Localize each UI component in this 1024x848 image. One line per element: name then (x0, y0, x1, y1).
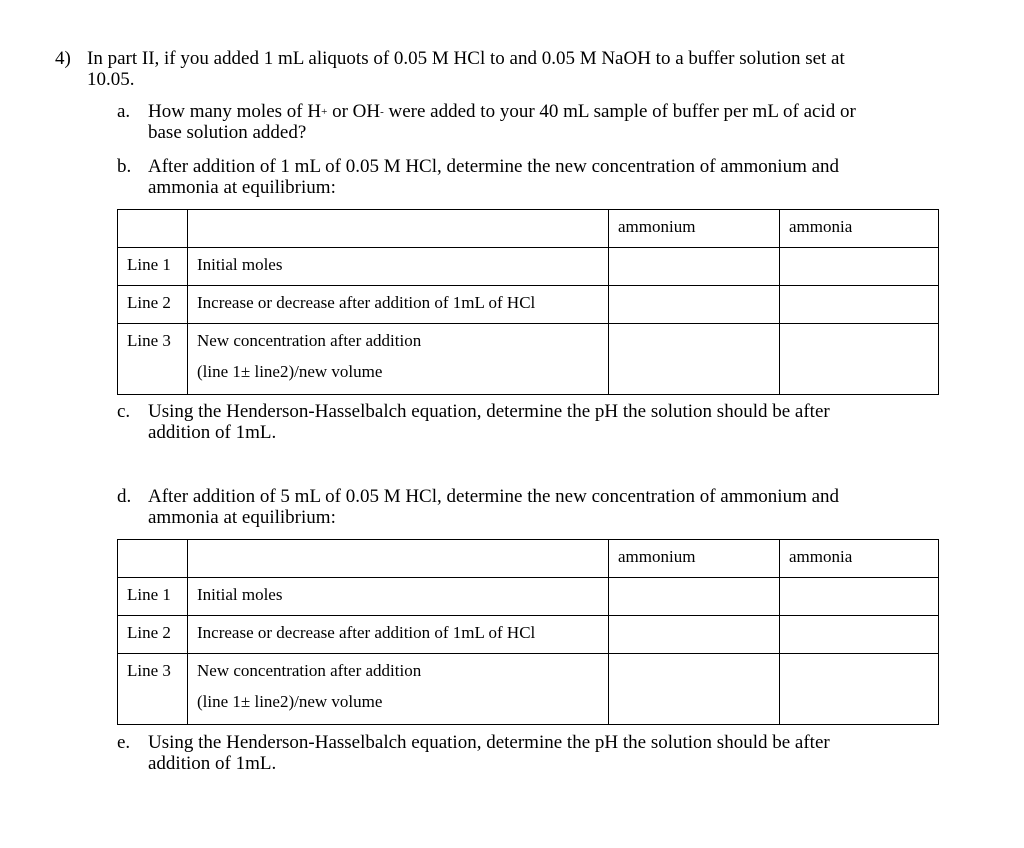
row-line-label: Line 2 (118, 286, 188, 324)
part-e (117, 732, 967, 774)
table-row (118, 324, 939, 395)
part-b (117, 156, 967, 198)
table-1-col-ammonia: ammonia (780, 210, 939, 248)
table-row (118, 286, 939, 324)
row-description (188, 324, 609, 395)
part-b-letter: b. (117, 156, 132, 177)
row-description-line2: (line 1± line2)/new volume (197, 362, 383, 381)
ammonia-answer-cell[interactable] (780, 248, 939, 286)
ammonium-answer-cell[interactable] (609, 324, 780, 395)
ammonia-answer-cell[interactable] (780, 654, 939, 725)
table-2-col-ammonia: ammonia (780, 540, 939, 578)
table-2-corner-cell (118, 540, 188, 578)
row-description: Increase or decrease after addition of 1mL of HCl (188, 286, 609, 324)
table-2-header-row (118, 540, 939, 578)
ammonium-answer-cell[interactable] (609, 654, 780, 725)
ammonia-answer-cell[interactable] (780, 616, 939, 654)
ammonia-answer-cell[interactable] (780, 578, 939, 616)
part-d-line1: After addition of 5 mL of 0.05 M HCl, determine the new concentration of ammonium and (148, 486, 840, 507)
part-a-letter: a. (117, 101, 131, 122)
part-c-line2: addition of 1mL. (148, 422, 277, 443)
table-row (118, 248, 939, 286)
part-e-line1: Using the Henderson-Hasselbalch equation, determine the pH the solution should be after (148, 732, 830, 753)
row-description: Increase or decrease after addition of 1mL of HCl (188, 616, 609, 654)
row-line-label: Line 1 (118, 578, 188, 616)
table-1-corner-cell (118, 210, 188, 248)
row-description-line2: (line 1± line2)/new volume (197, 692, 383, 711)
ammonia-answer-cell[interactable] (780, 324, 939, 395)
row-description: Initial moles (188, 248, 609, 286)
row-line-label: Line 1 (118, 248, 188, 286)
question-number: 4) (55, 48, 71, 69)
part-c (117, 401, 967, 443)
table-1-header-row (118, 210, 939, 248)
part-b-line2: ammonia at equilibrium: (148, 177, 336, 198)
part-a-line2: base solution added? (148, 122, 307, 143)
part-a (117, 101, 967, 143)
table-row (118, 654, 939, 725)
ammonium-answer-cell[interactable] (609, 578, 780, 616)
ammonium-answer-cell[interactable] (609, 286, 780, 324)
part-e-letter: e. (117, 732, 131, 753)
table-1-col-ammonium: ammonium (609, 210, 780, 248)
table-2 (117, 539, 939, 725)
part-d (117, 486, 967, 528)
row-line-label: Line 3 (118, 324, 188, 395)
question-text-line1: In part II, if you added 1 mL aliquots of 0.05 M HCl to and 0.05 M NaOH to a buffer solution set at (87, 48, 845, 69)
row-description-line1: New concentration after addition (197, 661, 422, 680)
ammonia-answer-cell[interactable] (780, 286, 939, 324)
table-2-col-ammonium: ammonium (609, 540, 780, 578)
question-text (87, 48, 967, 90)
row-description (188, 654, 609, 725)
row-description: Initial moles (188, 578, 609, 616)
ammonium-answer-cell[interactable] (609, 248, 780, 286)
row-description-line1: New concentration after addition (197, 331, 422, 350)
question-text-line2: 10.05. (87, 69, 135, 90)
table-row (118, 578, 939, 616)
table-1 (117, 209, 939, 395)
part-d-letter: d. (117, 486, 132, 507)
part-a-line1: How many moles of H+ or OH- were added to your 40 mL sample of buffer per mL of acid or (148, 101, 856, 122)
part-c-line1: Using the Henderson-Hasselbalch equation, determine the pH the solution should be after (148, 401, 830, 422)
part-e-line2: addition of 1mL. (148, 753, 277, 774)
table-2-blank-header (188, 540, 609, 578)
part-b-line1: After addition of 1 mL of 0.05 M HCl, determine the new concentration of ammonium and (148, 156, 840, 177)
table-row (118, 616, 939, 654)
table-1-blank-header (188, 210, 609, 248)
row-line-label: Line 2 (118, 616, 188, 654)
ammonium-answer-cell[interactable] (609, 616, 780, 654)
part-d-line2: ammonia at equilibrium: (148, 507, 336, 528)
part-c-letter: c. (117, 401, 131, 422)
row-line-label: Line 3 (118, 654, 188, 725)
